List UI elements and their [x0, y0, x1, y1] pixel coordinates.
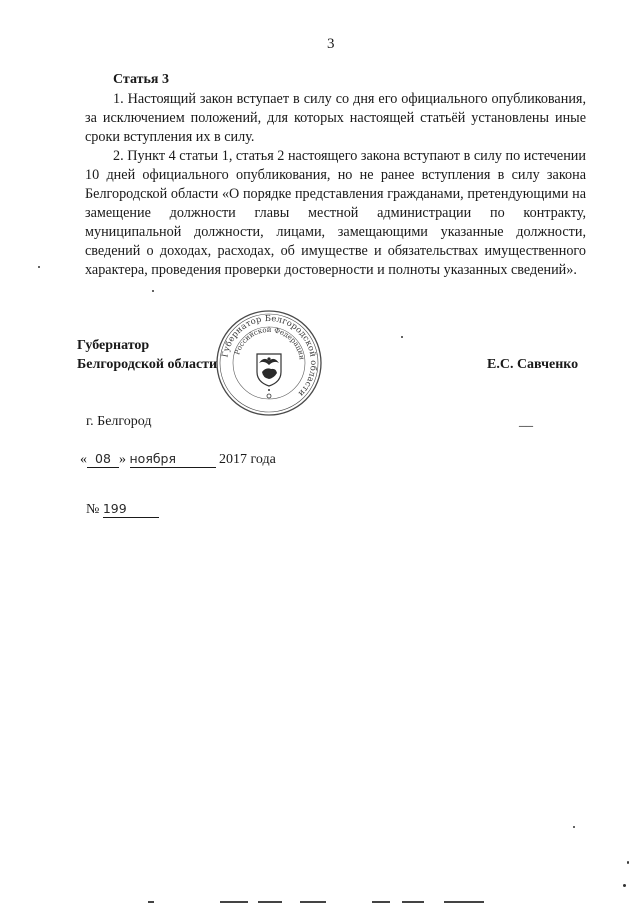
scan-speck	[401, 336, 403, 338]
official-seal	[214, 308, 324, 418]
seal-outer-text: Губернатор Белгородской области	[219, 312, 320, 399]
scan-speck	[627, 861, 629, 864]
page-number: 3	[327, 36, 335, 52]
seal-inner-text: Российской Федерации	[233, 325, 306, 361]
city-dash: __	[519, 414, 533, 429]
scan-speck	[38, 266, 40, 268]
number-label: №	[86, 502, 100, 517]
scan-speck	[152, 290, 154, 292]
article-title: Статья 3	[113, 72, 169, 87]
document-number	[86, 501, 159, 518]
date-open-quote: «	[80, 452, 87, 467]
number-value: 199	[102, 501, 127, 516]
coat-of-arms-icon	[257, 354, 281, 398]
scan-edge-marks	[140, 898, 630, 905]
date-year: 2017 года	[219, 452, 276, 467]
signatory-position-line1: Губернатор	[77, 338, 150, 353]
date-month-blank	[130, 451, 216, 468]
article-paragraph-1: 1. Настоящий закон вступает в силу со дня его официального опубликования, за исключением положений, для которых настоящей статьёй установлены иные сроки вступления их в силу.	[85, 91, 586, 145]
city-name: г. Белгород	[86, 414, 152, 429]
date-month: ноября	[129, 451, 177, 466]
signatory-name: Е.С. Савченко	[487, 357, 579, 372]
article-paragraph-2: 2. Пункт 4 статьи 1, статья 2 настоящего закона вступают в силу по истечении 10 дней официального опубликования, но не ранее вступления в силу закона Белгородской области «О порядке представления гражданами, претендующими на замещение должности главы местной администрации по контракту, муниципальной должности, лицами, замещающими указанные должности, сведений о доходах, расходах, об имуществе и обязательствах имущественного характера, проведения проверки достоверности и полноты указанных сведений».	[85, 148, 586, 278]
scan-speck	[623, 884, 626, 887]
date-day: 08	[95, 451, 111, 466]
number-blank	[103, 501, 159, 518]
signatory-position-line2: Белгородской области	[77, 357, 218, 372]
scan-speck	[573, 826, 575, 828]
signing-date	[80, 451, 276, 468]
date-close-quote: »	[119, 452, 126, 467]
date-day-blank	[87, 451, 119, 468]
